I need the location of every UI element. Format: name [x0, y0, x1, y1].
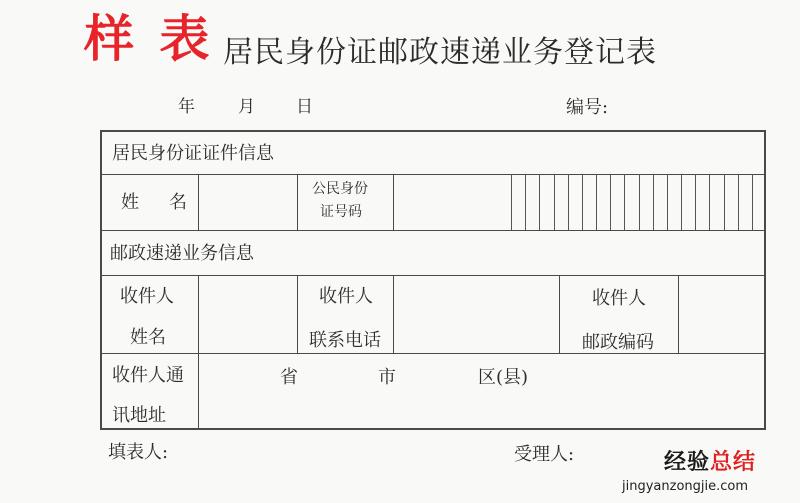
id-digit-box-divider [709, 174, 710, 230]
recipient-zip-label-line2: 邮政编码 [582, 332, 654, 353]
watermark-logo [664, 452, 756, 474]
recipient-name-label-line2: 姓名 [130, 327, 166, 348]
receiver-label: 受理人: [514, 444, 575, 465]
id-number-label-line1: 公民身份 [312, 181, 368, 197]
address-label-line2: 讯地址 [112, 405, 166, 426]
row-divider [102, 230, 766, 231]
col-divider [198, 275, 199, 430]
address-city-label: 市 [378, 367, 396, 388]
sample-stamp: 样 表 [84, 9, 214, 68]
date-day-label: 日 [296, 97, 313, 117]
registration-form-table [100, 130, 766, 430]
recipient-phone-label-line1: 收件人 [319, 286, 373, 307]
name-label: 姓 名 [121, 192, 193, 213]
id-digit-box-divider [624, 174, 625, 230]
id-digit-box-divider [596, 174, 597, 230]
form-title: 居民身份证邮政速递业务登记表 [223, 35, 657, 70]
col-divider [198, 174, 199, 230]
recipient-phone-label-line2: 联系电话 [309, 330, 381, 351]
col-divider [678, 275, 679, 353]
id-digit-box-divider [525, 174, 526, 230]
recipient-zip-label-line1: 收件人 [592, 288, 646, 309]
row-divider [102, 353, 766, 354]
address-province-label: 省 [280, 367, 298, 388]
id-digit-box-divider [695, 174, 696, 230]
id-digit-box-divider [582, 174, 583, 230]
id-digit-box-divider [511, 174, 512, 230]
id-digit-box-divider [554, 174, 555, 230]
id-digit-box-divider [738, 174, 739, 230]
address-district-label: 区(县) [478, 367, 529, 388]
id-digit-box-divider [724, 174, 725, 230]
section-id-info: 居民身份证证件信息 [112, 143, 274, 164]
watermark-text-a: 经验 [664, 450, 711, 475]
date-month-label: 月 [238, 97, 255, 117]
id-digit-box-divider [539, 174, 540, 230]
watermark-text-b: 总结 [710, 450, 757, 475]
id-digit-box-divider [681, 174, 682, 230]
id-digit-box-divider [610, 174, 611, 230]
id-digit-box-divider [752, 174, 753, 230]
id-number-digit-grid [393, 174, 766, 230]
recipient-name-label-line1: 收件人 [120, 286, 174, 307]
id-number-label-line2: 证号码 [320, 204, 362, 220]
section-postal-info: 邮政速递业务信息 [110, 243, 254, 264]
address-label-line1: 收件人通 [112, 365, 184, 386]
id-digit-box-divider [568, 174, 569, 230]
filler-label: 填表人: [108, 442, 169, 463]
id-digit-box-divider [653, 174, 654, 230]
id-digit-box-divider [639, 174, 640, 230]
col-divider [393, 275, 394, 353]
watermark-url: jingyanzongjie.com [622, 479, 749, 494]
col-divider [297, 174, 298, 230]
col-divider [559, 275, 560, 353]
col-divider [297, 275, 298, 353]
row-divider [102, 275, 766, 276]
date-year-label: 年 [178, 97, 195, 117]
serial-number-label: 编号: [566, 97, 609, 118]
id-digit-box-divider [667, 174, 668, 230]
